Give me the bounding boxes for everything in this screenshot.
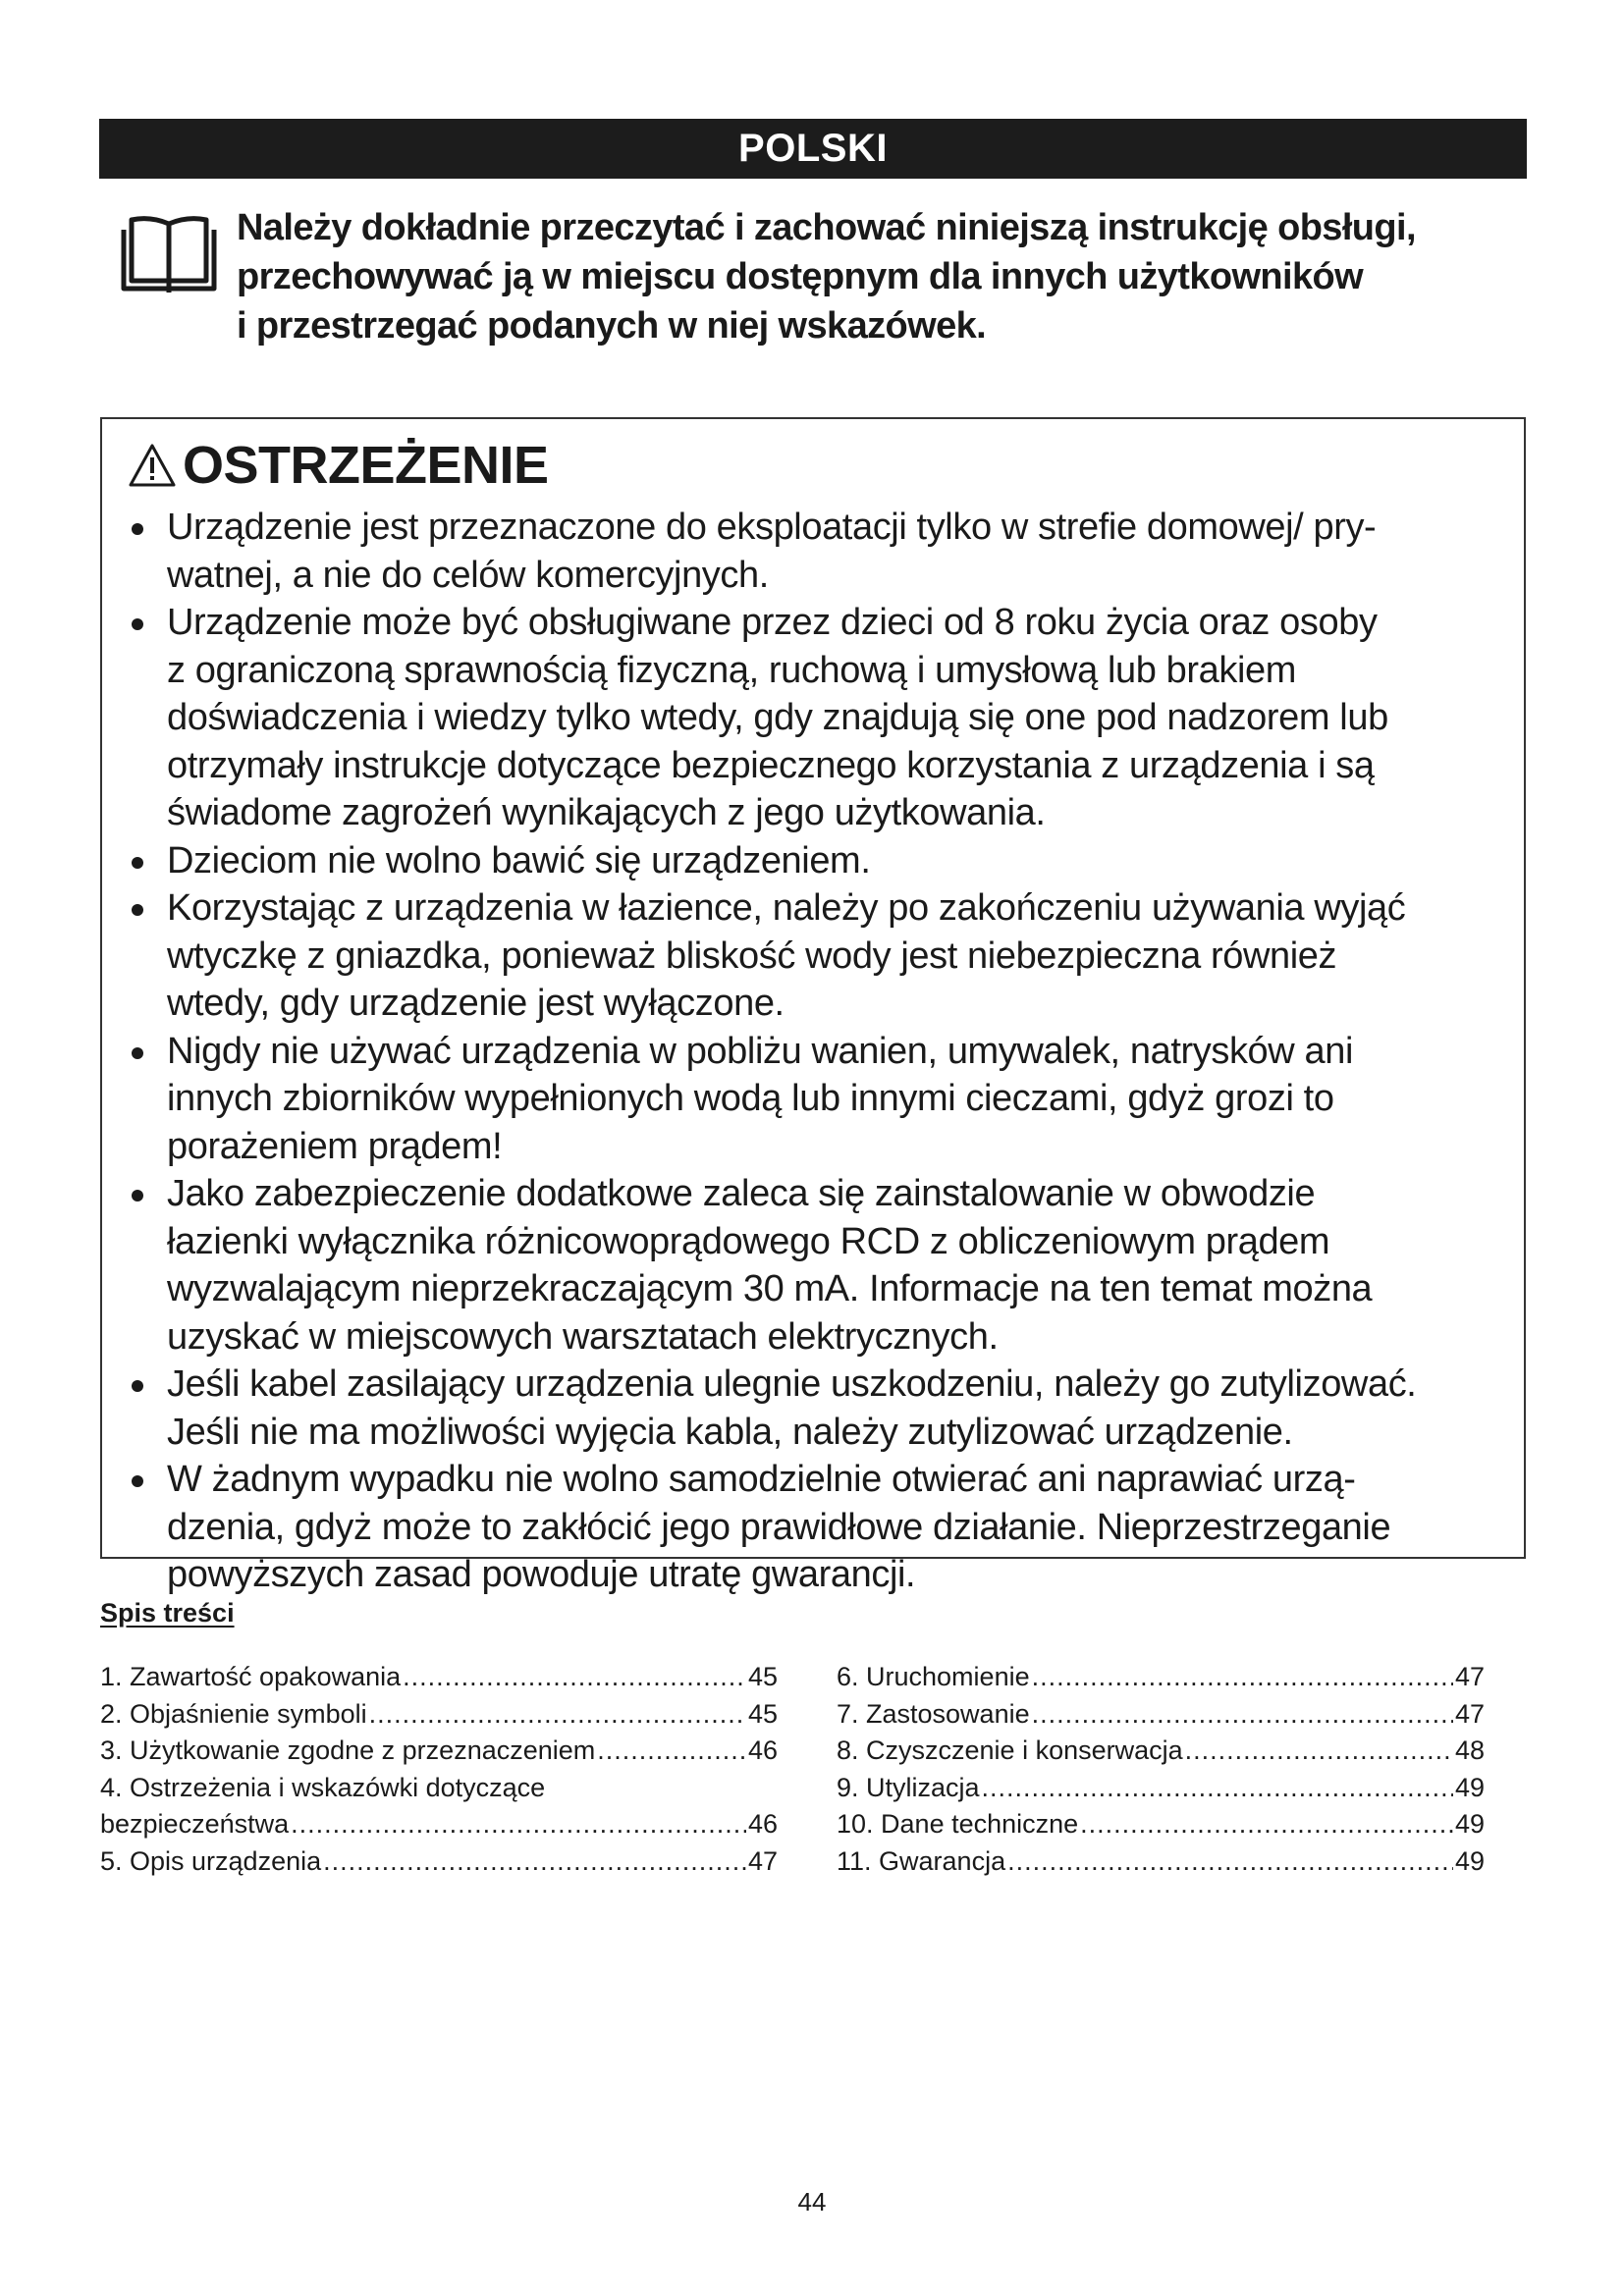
toc-entry	[837, 1770, 1485, 1807]
warning-item-line: uzyskać w miejscowych warsztatach elektrycznych.	[167, 1315, 999, 1358]
warning-title: OSTRZEŻENIE	[183, 436, 549, 495]
toc-entry-page: 48	[1454, 1735, 1485, 1765]
toc-entry-page: 47	[1454, 1662, 1485, 1691]
toc-title: Spis treści	[100, 1598, 235, 1628]
warning-item-line: dzenia, gdyż może to zakłócić jego prawidłowe działanie. Nieprzestrzeganie	[167, 1506, 1391, 1548]
warning-item	[122, 599, 1516, 837]
warning-item-line: Korzystając z urządzenia w łazience, należy po zakończeniu używania wyjąć	[167, 887, 1406, 929]
toc-dot-leader	[982, 1770, 1453, 1807]
book-icon	[116, 210, 222, 298]
warning-item-line: Jeśli nie ma możliwości wyjęcia kabla, należy zutylizować urządzenie.	[167, 1411, 1293, 1453]
toc-dot-leader	[1007, 1843, 1453, 1881]
toc-entry-label: bezpieczeństwa	[100, 1809, 290, 1839]
warning-item-line: łazienki wyłącznika różnicowoprądowego RCD z obliczeniowym prądem	[167, 1220, 1330, 1262]
language-header	[99, 119, 1527, 179]
warning-item-line: wyzwalającym nieprzekraczającym 30 mA. Informacje na ten temat można	[167, 1268, 1373, 1309]
toc-entry	[100, 1843, 778, 1881]
toc-entry-label: 11. Gwarancja	[837, 1845, 1006, 1876]
toc-entry-label: 5. Opis urządzenia	[100, 1845, 322, 1876]
toc-entry	[837, 1733, 1485, 1770]
toc-dot-leader	[403, 1659, 746, 1696]
intro-line: przechowywać ją w miejscu dostępnym dla innych użytkowników	[237, 256, 1364, 297]
toc-entry	[837, 1843, 1485, 1881]
toc-entry-page: 47	[747, 1845, 778, 1876]
toc-entry-page: 45	[747, 1698, 778, 1729]
toc-dot-leader	[1185, 1733, 1453, 1770]
toc-dot-leader	[369, 1696, 746, 1734]
toc-entry-label: 7. Zastosowanie	[837, 1698, 1030, 1729]
language-title: POLSKI	[738, 127, 888, 170]
toc-entry-page: 46	[747, 1809, 778, 1839]
toc-dot-leader	[1080, 1806, 1453, 1843]
warning-item-line: wtedy, gdy urządzenie jest wyłączone.	[167, 983, 785, 1024]
warning-item	[122, 1361, 1516, 1456]
warning-item-line: W żadnym wypadku nie wolno samodzielnie otwierać ani naprawiać urzą-	[167, 1459, 1356, 1500]
toc-entry-page: 46	[747, 1735, 778, 1765]
warning-triangle-icon	[128, 443, 177, 488]
warning-item-line: Dzieciom nie wolno bawić się urządzeniem.	[167, 839, 871, 881]
toc-entry-label: 4. Ostrzeżenia i wskazówki dotyczące	[100, 1772, 546, 1802]
warning-item-line: świadome zagrożeń wynikających z jego użytkowania.	[167, 792, 1046, 833]
warning-list	[122, 504, 1516, 1599]
toc-entry	[837, 1696, 1485, 1734]
toc-entry	[100, 1696, 778, 1734]
warning-item-line: watnej, a nie do celów komercyjnych.	[167, 554, 769, 596]
warning-item-line: Urządzenie może być obsługiwane przez dzieci od 8 roku życia oraz osoby	[167, 602, 1378, 643]
toc-entry	[100, 1806, 778, 1843]
warning-item-line: Urządzenie jest przeznaczone do eksploatacji tylko w strefie domowej/ pry-	[167, 507, 1377, 548]
warning-item	[122, 884, 1516, 1028]
warning-item-line: innych zbiorników wypełnionych wodą lub innymi cieczami, gdyż grozi to	[167, 1078, 1334, 1119]
toc-entry-label: 2. Objaśnienie symboli	[100, 1698, 367, 1729]
warning-item	[122, 1456, 1516, 1599]
warning-box	[100, 417, 1526, 1595]
warning-item-line: Jeśli kabel zasilający urządzenia ulegnie uszkodzeniu, należy go zutylizować.	[167, 1363, 1417, 1405]
warning-item-line: wtyczkę z gniazdka, ponieważ bliskość wody jest niebezpieczna również	[167, 934, 1337, 977]
warning-item-line: otrzymały instrukcje dotyczące bezpiecznego korzystania z urządzenia i są	[167, 744, 1375, 786]
warning-item-line: z ograniczoną sprawnością fizyczną, ruchową i umysłową lub brakiem	[167, 649, 1297, 691]
toc-left-column	[100, 1659, 778, 1880]
toc-entry-page: 47	[1454, 1698, 1485, 1729]
toc-entry	[100, 1733, 778, 1770]
warning-item-line: Nigdy nie używać urządzenia w pobliżu wanien, umywalek, natrysków ani	[167, 1030, 1353, 1072]
toc-entry-label: 8. Czyszczenie i konserwacja	[837, 1735, 1183, 1765]
toc-entry	[100, 1659, 778, 1696]
toc-entry-page: 49	[1454, 1845, 1485, 1876]
toc-dot-leader	[1032, 1659, 1453, 1696]
warning-item	[122, 837, 1516, 885]
toc-entry-page: 49	[1454, 1772, 1485, 1802]
toc-entry-label: 3. Użytkowanie zgodne z przeznaczeniem	[100, 1735, 596, 1765]
toc-dot-leader	[323, 1843, 746, 1881]
toc-entry-label: 10. Dane techniczne	[837, 1809, 1079, 1839]
toc-entry-page: 45	[747, 1662, 778, 1691]
warning-item-line: doświadczenia i wiedzy tylko wtedy, gdy znajdują się one pod nadzorem lub	[167, 697, 1388, 738]
toc-dot-leader	[1032, 1696, 1453, 1734]
toc-dot-leader	[291, 1806, 746, 1843]
toc-entry-label: 6. Uruchomienie	[837, 1662, 1030, 1691]
intro-line: Należy dokładnie przeczytać i zachować niniejszą instrukcję obsługi,	[237, 207, 1416, 248]
warning-item-line: porażeniem prądem!	[167, 1125, 503, 1167]
warning-heading	[128, 435, 549, 496]
intro-text	[237, 203, 1533, 350]
toc-entry	[837, 1659, 1485, 1696]
warning-item-line: Jako zabezpieczenie dodatkowe zaleca się zainstalowanie w obwodzie	[167, 1173, 1316, 1214]
toc-right-column	[837, 1659, 1485, 1880]
toc-entry	[837, 1806, 1485, 1843]
warning-item	[122, 504, 1516, 599]
toc-entry-page: 49	[1454, 1809, 1485, 1839]
toc-entry-label: 1. Zawartość opakowania	[100, 1662, 402, 1691]
warning-item	[122, 1170, 1516, 1361]
toc-entry-label: 9. Utylizacja	[837, 1772, 980, 1802]
intro-line: i przestrzegać podanych w niej wskazówek.	[237, 305, 987, 347]
page-number: 44	[797, 2187, 827, 2216]
warning-item-line: powyższych zasad powoduje utratę gwarancji.	[167, 1554, 916, 1595]
warning-item	[122, 1028, 1516, 1171]
toc-dot-leader	[597, 1733, 746, 1770]
